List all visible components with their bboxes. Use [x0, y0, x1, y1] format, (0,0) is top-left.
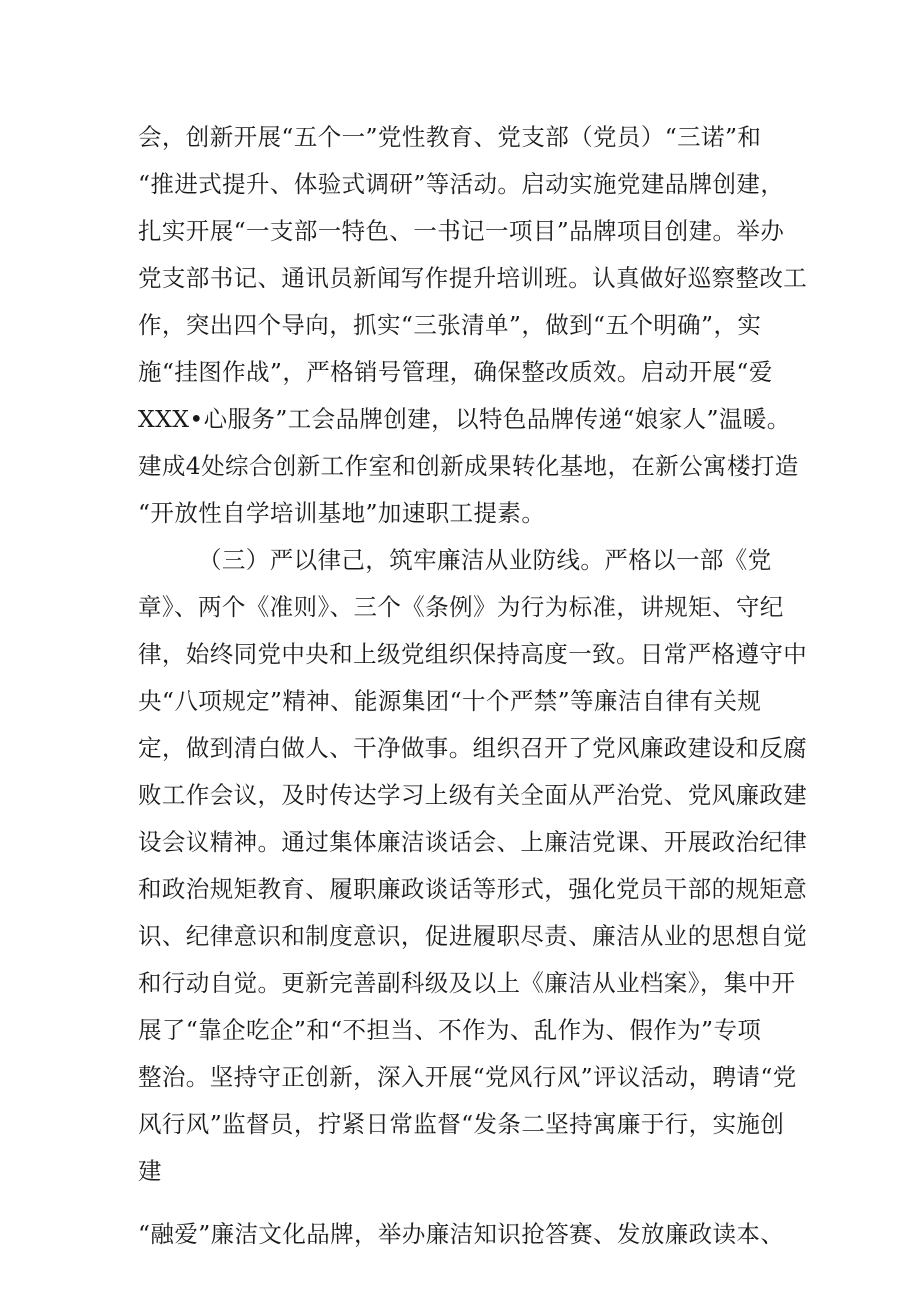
paragraph-line: 党支部书记、通讯员新闻写作提升培训班。认真做好巡察整改工	[138, 264, 808, 292]
paragraph-line: 建	[138, 1157, 162, 1185]
paragraph-line: 建成4处综合创新工作室和创新成果转化基地，在新公寓楼打造	[138, 452, 799, 480]
section-heading-line: （三）严以律己，筑牢廉洁从业防线。严格以一部《党	[198, 546, 772, 574]
paragraph-line: “推进式提升、体验式调研”等活动。启动实施党建品牌创建，	[138, 170, 785, 198]
paragraph-line: 作，突出四个导向，抓实“三张清单”，做到“五个明确”，实	[138, 311, 762, 339]
paragraph-line: 设会议精神。通过集体廉洁谈话会、上廉洁党课、开展政治纪律	[138, 828, 808, 856]
paragraph-line: 展了“靠企吃企”和“不担当、不作为、乱作为、假作为”专项	[138, 1016, 762, 1044]
paragraph-line: XXX•心服务”工会品牌创建，以特色品牌传递“娘家人”温暖。	[138, 405, 791, 433]
paragraph-line: 定，做到清白做人、干净做事。组织召开了党风廉政建设和反腐	[138, 734, 808, 762]
paragraph-line: 会，创新开展“五个一”党性教育、党支部（党员）“三诺”和	[138, 123, 762, 151]
paragraph-line: 央“八项规定”精神、能源集团“十个严禁”等廉洁自律有关规	[138, 687, 762, 715]
paragraph-line: 律，始终同党中央和上级党组织保持高度一致。日常严格遵守中	[138, 640, 808, 668]
paragraph-line: 施“挂图作战”，严格销号管理，确保整改质效。启动开展“爱	[138, 358, 773, 386]
paragraph-line: 识、纪律意识和制度意识，促进履职尽责、廉洁从业的思想自觉	[138, 922, 808, 950]
paragraph-line: “开放性自学培训基地”加速职工提素。	[138, 499, 546, 527]
paragraph-line: 和政治规矩教育、履职廉政谈话等形式，强化党员干部的规矩意	[138, 875, 808, 903]
paragraph-line: 章》、两个《准则》、三个《条例》为行为标准，讲规矩、守纪	[138, 593, 784, 621]
paragraph-line: 整治。坚持守正创新，深入开展“党风行风”评议活动，聘请“党	[138, 1063, 797, 1091]
paragraph-line: 败工作会议，及时传达学习上级有关全面从严治党、党风廉政建	[138, 781, 808, 809]
paragraph-line: 风行风”监督员，拧紧日常监督“发条二坚持寓廉于行，实施创	[138, 1110, 785, 1138]
paragraph-line: 扎实开展“一支部一特色、一书记一项目”品牌项目创建。举办	[138, 217, 785, 245]
paragraph-line: “融爱”廉洁文化品牌，举办廉洁知识抢答赛、发放廉政读本、	[138, 1220, 785, 1248]
paragraph-line: 和行动自觉。更新完善副科级及以上《廉洁从业档案》，集中开	[138, 969, 796, 997]
